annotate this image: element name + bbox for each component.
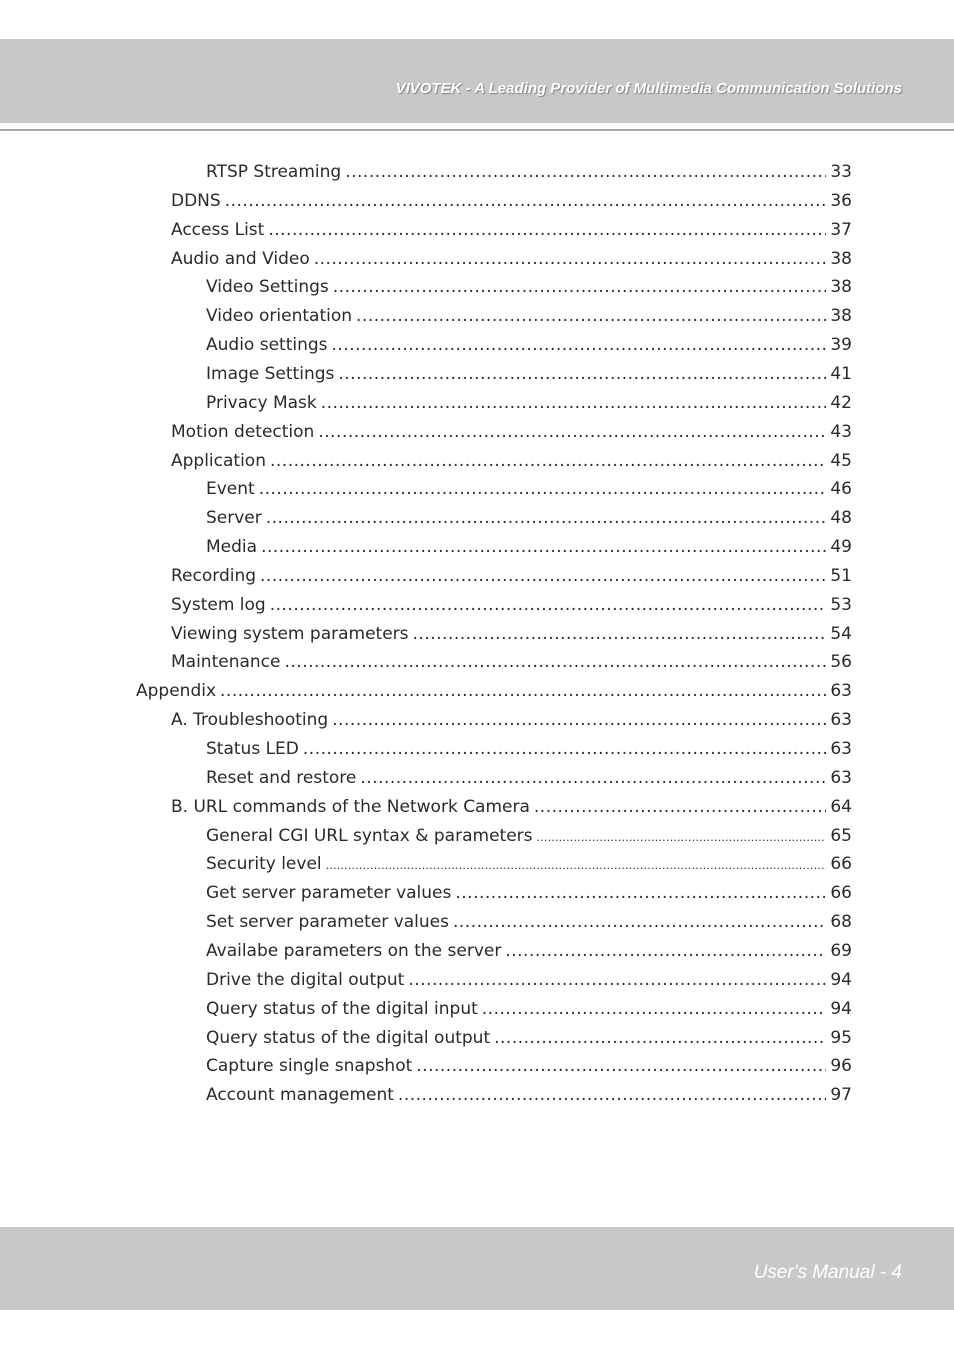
toc-entry[interactable] xyxy=(206,883,852,907)
toc-entry[interactable] xyxy=(206,1028,852,1052)
toc-dot-leader xyxy=(333,277,827,297)
toc-entry[interactable] xyxy=(206,1085,852,1109)
toc-entry-page-number: 38 xyxy=(830,306,852,327)
toc-dot-leader xyxy=(416,1056,826,1076)
toc-dot-leader xyxy=(453,912,826,932)
toc-entry-label: DDNS xyxy=(171,190,221,211)
toc-entry-page-number: 66 xyxy=(830,883,852,904)
toc-entry[interactable] xyxy=(206,335,852,359)
toc-dot-leader xyxy=(259,479,827,499)
toc-entry-page-number: 38 xyxy=(830,277,852,298)
toc-dot-leader xyxy=(494,1028,826,1048)
toc-entry[interactable] xyxy=(171,624,852,648)
toc-dot-leader xyxy=(505,941,826,961)
toc-entry-label: Get server parameter values xyxy=(206,883,452,904)
toc-entry-label: Access List xyxy=(171,219,265,240)
toc-entry-label: Recording xyxy=(171,565,257,586)
toc-entry[interactable] xyxy=(206,393,852,417)
toc-entry-page-number: 63 xyxy=(830,767,852,788)
toc-entry-label: General CGI URL syntax & parameters xyxy=(206,825,533,846)
toc-entry-label: Account management xyxy=(206,1085,394,1106)
toc-dot-leader xyxy=(284,652,826,672)
toc-dot-leader xyxy=(345,162,826,182)
page-header xyxy=(0,39,954,123)
toc-entry[interactable] xyxy=(206,479,852,503)
toc-dot-leader xyxy=(270,595,827,615)
toc-entry-page-number: 68 xyxy=(830,912,852,933)
toc-entry-label: Audio and Video xyxy=(171,248,310,269)
toc-dot-leader xyxy=(332,710,826,730)
toc-entry-label: Query status of the digital input xyxy=(206,998,478,1019)
toc-entry-page-number: 69 xyxy=(830,940,852,961)
toc-entry-page-number: 95 xyxy=(830,1027,852,1048)
toc-entry-label: Capture single snapshot xyxy=(206,1056,413,1077)
toc-entry-label: Event xyxy=(206,479,255,500)
page-footer xyxy=(0,1227,954,1310)
toc-entry-page-number: 46 xyxy=(830,479,852,500)
toc-entry-label: Motion detection xyxy=(171,421,315,442)
toc-entry-label: Status LED xyxy=(206,739,299,759)
toc-dot-leader xyxy=(261,537,826,557)
toc-dot-leader xyxy=(356,306,826,326)
toc-entry[interactable] xyxy=(171,710,852,734)
toc-entry[interactable] xyxy=(171,797,852,821)
toc-entry[interactable] xyxy=(206,277,852,301)
footer-page-label: User's Manual - 4 xyxy=(753,1262,902,1283)
toc-entry-page-number: 94 xyxy=(830,969,852,990)
toc-entry-page-number: 63 xyxy=(830,739,852,759)
toc-entry[interactable] xyxy=(171,249,852,273)
toc-entry[interactable] xyxy=(171,566,852,590)
toc-entry-label: Viewing system parameters xyxy=(171,623,409,644)
toc-entry-label: Drive the digital output xyxy=(206,969,405,990)
toc-entry-label: RTSP Streaming xyxy=(206,162,342,182)
toc-dot-leader xyxy=(326,859,827,872)
toc-entry-page-number: 49 xyxy=(830,537,852,558)
toc-dot-leader xyxy=(360,768,826,788)
toc-entry[interactable] xyxy=(206,739,852,763)
toc-entry-page-number: 33 xyxy=(830,162,852,182)
toc-dot-leader xyxy=(268,220,826,240)
toc-entry[interactable] xyxy=(136,681,852,705)
toc-entry-page-number: 65 xyxy=(830,825,852,846)
toc-entry-label: Server xyxy=(206,508,262,529)
toc-entry[interactable] xyxy=(206,768,852,792)
toc-entry[interactable] xyxy=(171,595,852,619)
toc-dot-leader xyxy=(314,249,827,269)
toc-entry-label: Availabe parameters on the server xyxy=(206,940,502,961)
toc-entry-label: Application xyxy=(171,450,266,471)
toc-dot-leader xyxy=(260,566,826,586)
toc-dot-leader xyxy=(455,883,826,903)
toc-entry-label: B. URL commands of the Network Camera xyxy=(171,796,530,817)
toc-dot-leader xyxy=(321,393,827,413)
toc-entry-label: Video Settings xyxy=(206,277,329,298)
toc-entry-page-number: 48 xyxy=(830,508,852,529)
toc-entry-label: Security level xyxy=(206,854,322,875)
toc-entry-label: Appendix xyxy=(136,681,217,702)
header-tagline: VIVOTEK - A Leading Provider of Multimedia Communication Solutions xyxy=(395,80,902,97)
toc-entry[interactable] xyxy=(206,941,852,965)
toc-dot-leader xyxy=(220,681,826,701)
toc-dot-leader xyxy=(266,508,827,528)
toc-entry[interactable] xyxy=(206,306,852,330)
toc-entry-label: Reset and restore xyxy=(206,767,357,788)
toc-entry-page-number: 42 xyxy=(830,392,852,413)
toc-entry-page-number: 63 xyxy=(830,710,852,731)
toc-entry[interactable] xyxy=(206,999,852,1023)
toc-entry[interactable] xyxy=(206,537,852,561)
toc-entry-label: Maintenance xyxy=(171,652,281,673)
toc-dot-leader xyxy=(398,1085,826,1105)
toc-dot-leader xyxy=(318,422,826,442)
toc-entry-label: Audio settings xyxy=(206,335,328,356)
toc-entry[interactable] xyxy=(171,220,852,244)
toc-dot-leader xyxy=(537,831,827,844)
toc-entry[interactable] xyxy=(171,191,852,215)
toc-entry-label: Query status of the digital output xyxy=(206,1027,491,1048)
toc-entry-label: A. Troubleshooting xyxy=(171,710,329,731)
toc-dot-leader xyxy=(534,797,826,817)
toc-entry[interactable] xyxy=(171,422,852,446)
toc-dot-leader xyxy=(303,739,826,759)
toc-entry-page-number: 38 xyxy=(830,248,852,269)
toc-dot-leader xyxy=(413,624,827,644)
header-divider xyxy=(0,129,954,131)
toc-entry-page-number: 64 xyxy=(830,796,852,817)
toc-entry[interactable] xyxy=(206,1056,852,1080)
toc-entry[interactable] xyxy=(206,854,852,878)
toc-entry-page-number: 56 xyxy=(830,652,852,673)
toc-entry-label: Privacy Mask xyxy=(206,392,317,413)
toc-dot-leader xyxy=(482,999,827,1019)
toc-entry[interactable] xyxy=(206,912,852,936)
toc-entry-label: Image Settings xyxy=(206,363,335,384)
toc-entry-page-number: 45 xyxy=(830,450,852,471)
toc-entry-page-number: 66 xyxy=(830,854,852,875)
toc-entry-page-number: 43 xyxy=(830,421,852,442)
toc-entry-page-number: 94 xyxy=(830,998,852,1019)
toc-entry[interactable] xyxy=(206,364,852,388)
toc-dot-leader xyxy=(408,970,826,990)
toc-entry[interactable] xyxy=(206,162,852,186)
toc-entry-page-number: 97 xyxy=(830,1085,852,1106)
toc-entry[interactable] xyxy=(206,826,852,850)
toc-entry[interactable] xyxy=(171,451,852,475)
toc-dot-leader xyxy=(270,451,826,471)
toc-entry-label: Set server parameter values xyxy=(206,912,449,933)
toc-entry[interactable] xyxy=(206,970,852,994)
toc-entry-label: Media xyxy=(206,537,258,558)
toc-entry-page-number: 96 xyxy=(830,1056,852,1077)
toc-entry[interactable] xyxy=(206,508,852,532)
toc-entry-page-number: 51 xyxy=(830,565,852,586)
toc-entry[interactable] xyxy=(171,652,852,676)
toc-entry-page-number: 63 xyxy=(830,681,852,702)
toc-entry-page-number: 54 xyxy=(830,623,852,644)
toc-entry-page-number: 41 xyxy=(830,363,852,384)
toc-entry-page-number: 37 xyxy=(830,219,852,240)
toc-entry-label: System log xyxy=(171,594,266,615)
toc-dot-leader xyxy=(332,335,827,355)
toc-entry-page-number: 53 xyxy=(830,594,852,615)
toc-entry-page-number: 39 xyxy=(830,335,852,356)
toc-entry-page-number: 36 xyxy=(830,190,852,211)
toc-entry-label: Video orientation xyxy=(206,306,353,327)
toc-dot-leader xyxy=(225,191,827,211)
toc-dot-leader xyxy=(338,364,826,384)
